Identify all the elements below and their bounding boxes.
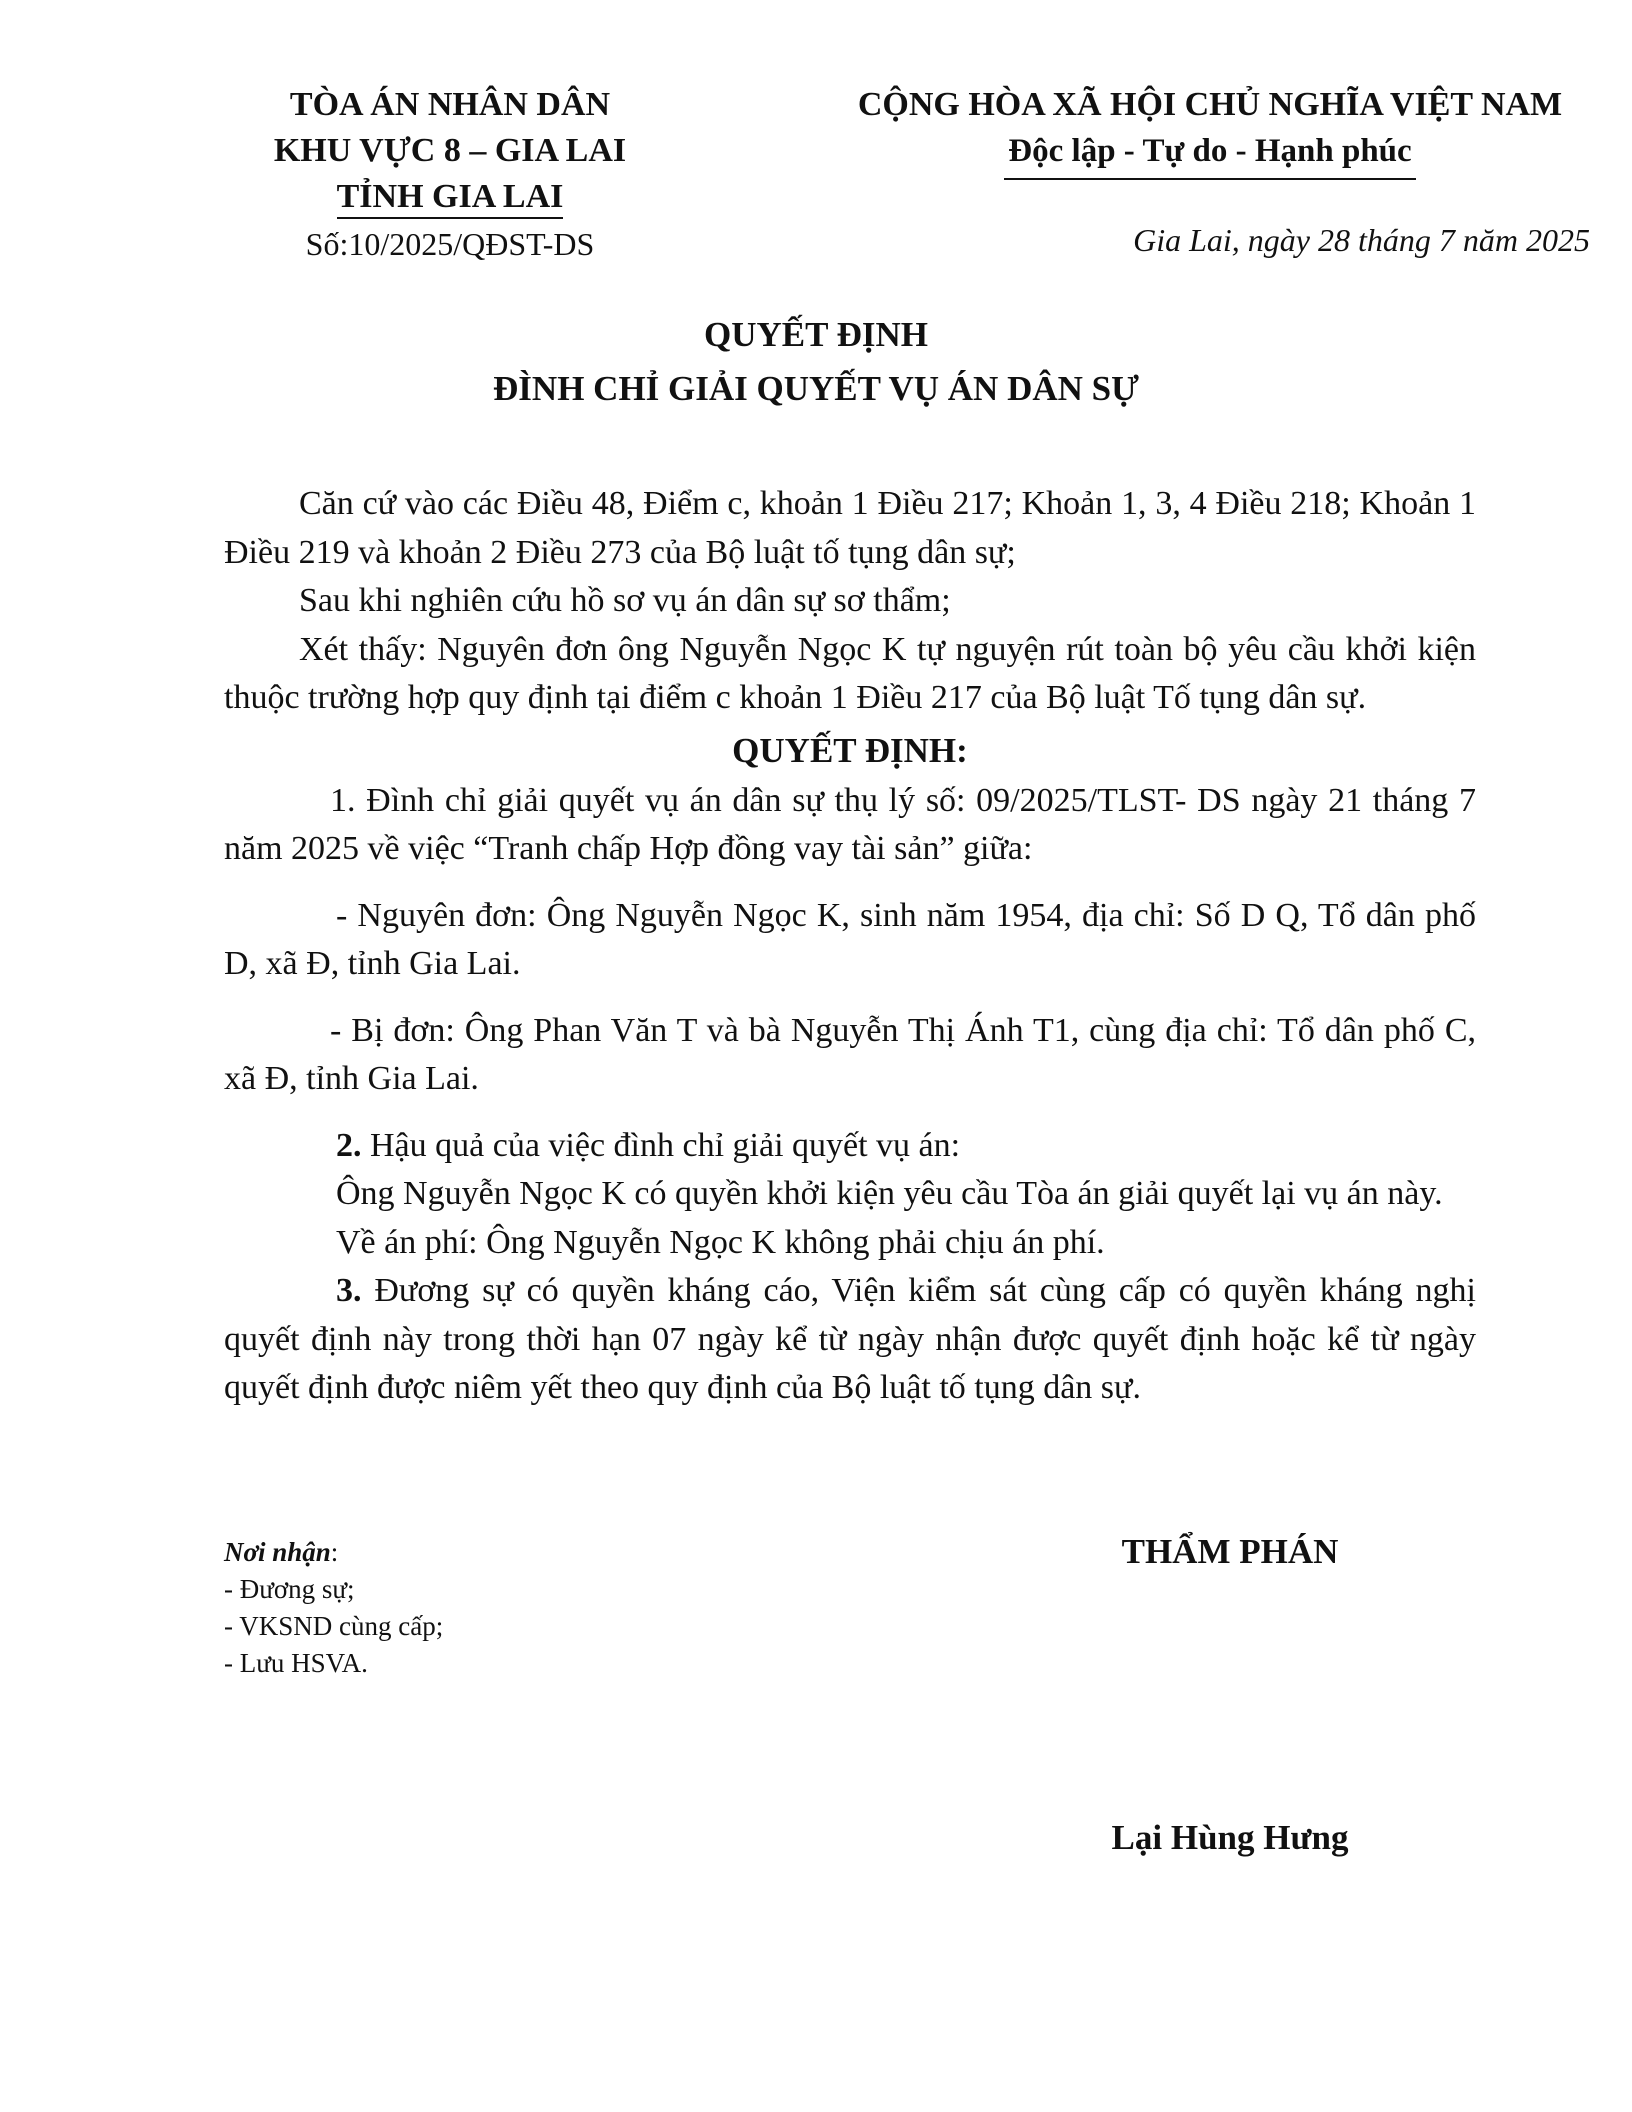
court-name-line3: TỈNH GIA LAI [337, 177, 564, 219]
recipients-label: Nơi nhận [224, 1537, 331, 1567]
defendant-info: - Bị đơn: Ông Phan Văn T và bà Nguyễn Thị Ánh T1, cùng địa chỉ: Tổ dân phố C, xã Đ, tỉnh Gia Lai. [224, 1011, 1476, 1097]
decision-item-1: 1. Đình chỉ giải quyết vụ án dân sự thụ lý số: 09/2025/TLST- DS ngày 21 tháng 7 năm 2025 về việc “Tranh chấp Hợp đồng vay tài sản” giữa: [224, 781, 1476, 867]
considering-statement: Xét thấy: Nguyên đơn ông Nguyễn Ngọc K tự nguyện rút toàn bộ yêu cầu khởi kiện thuộc trường hợp quy định tại điểm c khoản 1 Điều 217 của Bộ luật Tố tụng dân sự. [224, 630, 1476, 716]
recipient-item: - VKSND cùng cấp; [224, 1611, 444, 1641]
court-name-line2: KHU VỰC 8 – GIA LAI [273, 132, 627, 169]
recipient-item: - Lưu HSVA. [224, 1648, 368, 1678]
decision-item-3 [224, 1267, 1476, 1413]
legal-basis: Căn cứ vào các Điều 48, Điểm c, khoản 1 Điều 217; Khoản 1, 3, 4 Điều 218; Khoản 1 Điều 219 và khoản 2 Điều 273 của Bộ luật tố tụng dân sự; [224, 485, 1476, 571]
court-fee: Về án phí: Ông Nguyễn Ngọc K không phải chịu án phí. [336, 1223, 1105, 1261]
recipients-heading [224, 1534, 824, 1571]
motto-underline [1004, 178, 1416, 180]
recipient-item: - Đương sự; [224, 1574, 355, 1604]
recipients-colon: : [330, 1537, 339, 1567]
document-title [0, 308, 1632, 416]
decision-item-2 [224, 1122, 1476, 1171]
decision-heading: QUYẾT ĐỊNH: [732, 730, 968, 770]
recipients-list [224, 1534, 824, 1682]
title-line1: QUYẾT ĐỊNH [704, 315, 928, 354]
document-body [224, 480, 1476, 1413]
plaintiff-info: - Nguyên đơn: Ông Nguyễn Ngọc K, sinh năm 1954, địa chỉ: Số D Q, Tổ dân phố D, xã Đ, tỉnh Gia Lai. [224, 896, 1476, 982]
item-3-number: 3. [336, 1272, 362, 1309]
item-2-number: 2. [336, 1126, 362, 1164]
national-motto: Độc lập - Tự do - Hạnh phúc [1008, 133, 1412, 169]
national-name: CỘNG HÒA XÃ HỘI CHỦ NGHĨA VIỆT NAM [857, 86, 1563, 123]
national-header [830, 82, 1590, 180]
study-statement: Sau khi nghiên cứu hồ sơ vụ án dân sự sơ thẩm; [299, 582, 951, 619]
title-line2: ĐÌNH CHỈ GIẢI QUYẾT VỤ ÁN DÂN SỰ [493, 369, 1139, 408]
item-3-text: Đương sự có quyền kháng cáo, Viện kiểm sát cùng cấp có quyền kháng nghị quyết định này trong thời hạn 07 ngày kể từ ngày nhận được quyết định hoặc kể từ ngày quyết định được niêm yết theo quy định của Bộ luật tố tụng dân sự. [224, 1272, 1476, 1406]
item-2-text: Hậu quả của việc đình chỉ giải quyết vụ án: [361, 1126, 961, 1164]
judge-title: THẨM PHÁN [1121, 1532, 1339, 1571]
court-name-line1: TÒA ÁN NHÂN DÂN [289, 86, 611, 123]
judge-name: Lại Hùng Hưng [1111, 1818, 1349, 1857]
court-header [200, 82, 700, 266]
right-to-sue: Ông Nguyễn Ngọc K có quyền khởi kiện yêu cầu Tòa án giải quyết lại vụ án này. [336, 1175, 1443, 1212]
document-number: Số:10/2025/QĐST-DS [305, 226, 595, 262]
issue-date: Gia Lai, ngày 28 tháng 7 năm 2025 [1133, 222, 1590, 258]
